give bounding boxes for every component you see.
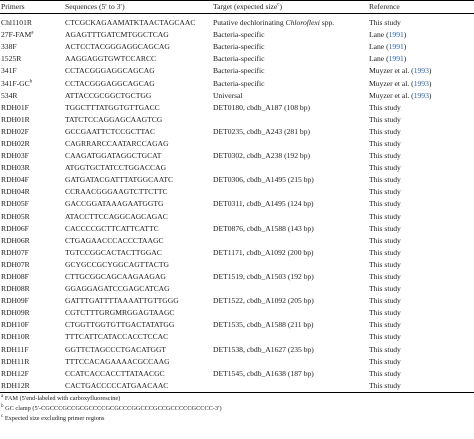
primer-reference: [369, 344, 474, 356]
primer-target: [213, 174, 369, 186]
primer-label: RDH10F: [1, 320, 29, 330]
footnote-mark: c: [1, 413, 4, 419]
primer-reference: [369, 138, 474, 150]
primer-reference: [369, 259, 474, 271]
reference-text: This study: [369, 175, 401, 185]
target-text: DET1522, cbdb_A1092 (205 bp): [213, 296, 314, 306]
target-text: DET1538, cbdb_A1627 (235 bp): [213, 344, 314, 354]
primer-target: [213, 368, 369, 380]
header-target-sup: c: [277, 2, 280, 8]
table-row: [0, 90, 474, 102]
primer-reference: [369, 29, 474, 41]
primer-reference: [369, 198, 474, 210]
primer-target: [213, 90, 369, 102]
table-row: [0, 368, 474, 380]
table-row: [0, 126, 474, 138]
primer-name: [0, 174, 65, 186]
table-row: [0, 235, 474, 247]
primer-sequence: CCTACGGGAGGCAGCAG: [65, 78, 155, 88]
primer-name: [0, 223, 65, 235]
header-primers: Primers: [0, 1, 65, 14]
primer-target: [213, 259, 369, 271]
primer-target: [213, 211, 369, 223]
primer-sequence: CTGGTTGGTGTTGACTATATGG: [65, 320, 175, 330]
primer-sequence: ATTACCGCGGCTGCTGG: [65, 90, 152, 100]
primer-footnote-mark: b: [29, 78, 33, 84]
reference-tail: ): [428, 66, 432, 76]
primer-name: [0, 186, 65, 198]
primer-name: [0, 307, 65, 319]
table-row: [0, 138, 474, 150]
table-row: [0, 331, 474, 343]
primer-name: [0, 102, 65, 114]
reference-text: This study: [369, 308, 401, 318]
primer-sequence: CCRAACGGGAAGTCTTCTTC: [65, 187, 168, 197]
footnote: [1, 394, 471, 404]
primer-label: RDH02F: [1, 126, 29, 136]
primer-sequence: CGTCTTTGRGMRGGAGTAAGC: [65, 308, 175, 318]
table-row: [0, 211, 474, 223]
reference-text: This study: [369, 332, 401, 342]
primer-name: [0, 126, 65, 138]
reference-text: Lane (: [369, 42, 389, 52]
primer-name: [0, 235, 65, 247]
target-text: DET0235, cbdb_A243 (281 bp): [213, 126, 311, 136]
primer-sequence: CACCCCGCTTCATTCATTC: [65, 223, 159, 233]
primer-sequence: CTCGCKAGAAMATKTAACTAGCAAC: [65, 18, 196, 28]
primer-sequence: CACTGACCCCCATGAACAAC: [65, 380, 213, 393]
footnote-text: FAM (5′end-labeled with carboxyfluorescine): [4, 395, 121, 402]
primer-sequence: ACTCCTACGGGAGGCAGCAG: [65, 42, 170, 52]
primer-label: RDH06R: [1, 235, 30, 245]
primer-label: RDH04R: [1, 187, 30, 197]
reference-year-link[interactable]: 1993: [413, 66, 429, 76]
table-row: [0, 41, 474, 53]
primer-target: [213, 138, 369, 150]
reference-text: This study: [369, 247, 401, 257]
table-row: [0, 17, 474, 29]
primer-sequence: TGTCCGGCACTACTTGGAC: [65, 247, 162, 257]
primer-label: RDH08F: [1, 272, 29, 282]
target-text: Bacteria-specific: [213, 66, 265, 76]
primer-name: [0, 271, 65, 283]
target-text: DET0311, cbdb_A1495 (124 bp): [213, 199, 314, 209]
primer-reference: [369, 174, 474, 186]
table-row: [0, 380, 474, 393]
primer-sequence: AGAGTTTGATCMTGGCTCAG: [65, 30, 169, 40]
primer-reference: [369, 186, 474, 198]
primer-reference: [369, 90, 474, 102]
primer-sequence: TTTCATTCATACCACCTCCAC: [65, 332, 169, 342]
table-row: [0, 65, 474, 77]
primer-target: [213, 331, 369, 343]
reference-text: This study: [369, 199, 401, 209]
reference-text: This study: [369, 187, 401, 197]
primer-name: [0, 283, 65, 295]
reference-year-link[interactable]: 1991: [388, 54, 404, 64]
reference-text: This study: [369, 344, 401, 354]
primer-reference: [369, 102, 474, 114]
primer-target: [213, 162, 369, 174]
primer-label: RDH11R: [1, 356, 30, 366]
primer-reference: [369, 380, 474, 393]
primer-label: Chl1101R: [1, 18, 32, 28]
reference-text: This study: [369, 356, 401, 366]
primer-name: [0, 138, 65, 150]
primer-target: [213, 271, 369, 283]
primer-name: [0, 344, 65, 356]
primer-reference: [369, 295, 474, 307]
target-text: Bacteria-specific: [213, 54, 265, 64]
table-row: [0, 174, 474, 186]
target-text: DET1171, cbdb_A1092 (200 bp): [213, 247, 314, 257]
table-row: [0, 223, 474, 235]
primer-label: RDH03R: [1, 163, 30, 173]
primer-name: [0, 211, 65, 223]
primer-sequence: CAAGATGGATAGGCTGCAT: [65, 151, 162, 161]
header-sequences: Sequences (5′ to 3′): [65, 1, 213, 14]
footnote: [1, 414, 471, 424]
reference-tail: ): [428, 90, 432, 100]
header-row: [0, 1, 474, 14]
primer-reference: [369, 17, 474, 29]
primer-reference: [369, 307, 474, 319]
reference-text: This study: [369, 18, 401, 28]
reference-year-link[interactable]: 1993: [413, 90, 429, 100]
primer-target: [213, 198, 369, 210]
primer-name: [0, 319, 65, 331]
table-row: [0, 114, 474, 126]
table-row: [0, 356, 474, 368]
table-row: [0, 247, 474, 259]
primer-target: [213, 356, 369, 368]
primer-name: [0, 65, 65, 77]
target-text: DET0306, cbdb_A1495 (215 bp): [213, 175, 314, 185]
reference-year-link[interactable]: 1993: [413, 78, 429, 88]
primer-footnote-mark: a: [31, 30, 34, 36]
primer-target: [213, 126, 369, 138]
primer-label: RDH07F: [1, 247, 29, 257]
primer-reference: [369, 53, 474, 65]
primer-target: [213, 319, 369, 331]
primer-sequence: GATTTGATTTTAAAATTGTTGGG: [65, 296, 179, 306]
primer-target: [213, 41, 369, 53]
primer-label: RDH05F: [1, 199, 29, 209]
primer-sequence: GCCGAATTCTCCGCTTAC: [65, 126, 156, 136]
primer-reference: [369, 283, 474, 295]
reference-text: This study: [369, 102, 401, 112]
reference-text: This study: [369, 368, 401, 378]
primer-reference: [369, 331, 474, 343]
reference-text: Muyzer et al. (: [369, 66, 414, 76]
primer-reference: [369, 247, 474, 259]
primer-reference: [369, 65, 474, 77]
header-reference: Reference: [369, 1, 474, 14]
primer-label: RDH08R: [1, 284, 30, 294]
table-row: [0, 102, 474, 114]
target-text: DET1535, cbdb_A1588 (211 bp): [213, 320, 314, 330]
primer-reference: [369, 162, 474, 174]
primer-label: RDH07R: [1, 259, 30, 269]
primer-sequence: GGTTCTAGCCCTGACATGGT: [65, 344, 167, 354]
primer-label: RDH11F: [1, 344, 29, 354]
primer-sequence: TGGCTTTATGGTGTTGACC: [65, 102, 160, 112]
primer-target: [213, 344, 369, 356]
primer-reference: [369, 235, 474, 247]
primer-name: [0, 356, 65, 368]
reference-text: This study: [369, 284, 401, 294]
primer-sequence: CCTACGGGAGGCAGCAG: [65, 66, 155, 76]
primer-target: [213, 247, 369, 259]
primer-label: 1525R: [1, 54, 22, 64]
primer-reference: [369, 368, 474, 380]
primer-target: [213, 53, 369, 65]
primer-sequence: CCATCACCACCTTATAACGC: [65, 368, 165, 378]
primer-label: RDH01F: [1, 102, 29, 112]
primer-reference: [369, 126, 474, 138]
primer-target: [213, 223, 369, 235]
reference-text: Lane (: [369, 54, 389, 64]
header-target-tail: ): [279, 2, 283, 11]
primer-name: [0, 380, 65, 393]
table-row: [0, 283, 474, 295]
primer-label: RDH05R: [1, 211, 30, 221]
primer-target: [213, 102, 369, 114]
primer-name: [0, 90, 65, 102]
primer-target: [213, 186, 369, 198]
primer-label: 27F-FAM: [1, 30, 32, 40]
reference-text: This study: [369, 138, 401, 148]
primer-reference: [369, 114, 474, 126]
primer-sequence: ATGGTGCTATCCTGGACCAG: [65, 163, 167, 173]
footnote-text: GC clamp (5′-CGCCCGCCGCGCCCCGCGCCCGGCCCGCCGCCCCCGCCCC-3′): [5, 405, 222, 412]
primer-name: [0, 41, 65, 53]
primer-name: [0, 331, 65, 343]
target-text: Bacteria-specific: [213, 42, 265, 52]
primer-label: 338F: [1, 42, 17, 52]
table-row: [0, 198, 474, 210]
footnotes: [1, 394, 471, 424]
table-row: [0, 29, 474, 41]
reference-text: This study: [369, 126, 401, 136]
primer-name: [0, 247, 65, 259]
primer-sequence: GACCGGATAAAGAATGGTG: [65, 199, 164, 209]
reference-text: This study: [369, 211, 401, 221]
primer-sequence: CTGAGAACCCACCCTAAGC: [65, 235, 164, 245]
primer-name: [0, 114, 65, 126]
primer-label: 341F: [1, 66, 17, 76]
primer-reference: [369, 77, 474, 89]
primer-reference: [369, 150, 474, 162]
target-text: Putative dechlorinating: [213, 18, 286, 28]
reference-text: This study: [369, 235, 401, 245]
reference-text: This study: [369, 259, 401, 269]
primer-label: RDH01R: [1, 114, 30, 124]
reference-tail: ): [428, 78, 432, 88]
reference-text: This study: [369, 114, 401, 124]
primer-name: [0, 295, 65, 307]
target-text: DET0180, cbdb_A187 (108 bp): [213, 102, 311, 112]
primer-target: [213, 307, 369, 319]
primer-label: RDH06F: [1, 223, 29, 233]
primer-name: [0, 77, 65, 89]
footnote: [1, 404, 471, 414]
primer-name: [0, 198, 65, 210]
primer-label: RDH09F: [1, 296, 29, 306]
reference-tail: ): [403, 42, 407, 52]
primer-sequence: CAGRRARCCAATARCCAGAG: [65, 138, 169, 148]
primer-name: [0, 29, 65, 41]
primer-sequence: AAGGAGGTGWTCCARCC: [65, 54, 157, 64]
primer-sequence: TTTCCACAGAAAACGCCAAG: [65, 356, 170, 366]
target-tail: spp.: [319, 18, 335, 28]
header-target-text: Target (expected size: [213, 2, 278, 11]
primer-reference: [369, 223, 474, 235]
primer-name: [0, 53, 65, 65]
primer-label: RDH12R: [1, 380, 30, 390]
footnote-mark: b: [1, 403, 4, 409]
reference-text: Lane (: [369, 30, 389, 40]
primer-name: [0, 17, 65, 29]
reference-text: Muyzer et al. (: [369, 90, 414, 100]
table-row: [0, 53, 474, 65]
primer-target: [213, 235, 369, 247]
primer-reference: [369, 319, 474, 331]
primer-target: [213, 380, 369, 393]
primer-reference: [369, 41, 474, 53]
table-row: [0, 150, 474, 162]
primer-label: RDH12F: [1, 368, 29, 378]
target-text: Bacteria-specific: [213, 30, 265, 40]
primer-sequence: TATCTCCAGGAGCAAGTCG: [65, 114, 163, 124]
primer-sequence: GATGATACGATTTATGGCAATC: [65, 175, 174, 185]
reference-text: This study: [369, 163, 401, 173]
primer-label: 341F-GC: [1, 78, 30, 88]
header-target: [213, 1, 369, 14]
primer-target: [213, 65, 369, 77]
primer-target: [213, 114, 369, 126]
reference-text: This study: [369, 223, 401, 233]
reference-text: This study: [369, 151, 401, 161]
primer-sequence: GCYGCCGCYGGCAGTTACTG: [65, 259, 170, 269]
primer-reference: [369, 356, 474, 368]
table-row: [0, 344, 474, 356]
target-text: DET1545, cbdb_A1638 (187 bp): [213, 368, 314, 378]
target-text: DET0876, cbdb_A1588 (143 bp): [213, 223, 314, 233]
primer-name: [0, 162, 65, 174]
primer-sequence: GGAGGAGATCCGAGCATCAG: [65, 284, 170, 294]
primer-sequence: ATACCTTCCAGGCAGCAGAC: [65, 211, 168, 221]
primer-target: [213, 29, 369, 41]
reference-text: This study: [369, 380, 401, 390]
table-row: [0, 162, 474, 174]
primer-target: [213, 77, 369, 89]
primer-target: [213, 17, 369, 29]
reference-text: This study: [369, 320, 401, 330]
primer-target: [213, 150, 369, 162]
primer-label: RDH09R: [1, 308, 30, 318]
primer-label: RDH10R: [1, 332, 30, 342]
reference-text: This study: [369, 272, 401, 282]
table-row: [0, 271, 474, 283]
table-row: [0, 319, 474, 331]
primer-label: RDH02R: [1, 138, 30, 148]
table-row: [0, 77, 474, 89]
table-body: [0, 17, 474, 392]
footnote-mark: a: [1, 393, 4, 399]
primer-label: 534R: [1, 90, 18, 100]
primer-name: [0, 368, 65, 380]
primer-label: RDH04F: [1, 175, 29, 185]
table-row: [0, 295, 474, 307]
target-text: DET0302, cbdb_A238 (192 bp): [213, 151, 311, 161]
primer-label: RDH03F: [1, 151, 29, 161]
footnote-text: Expected size excluding primer regions: [4, 415, 105, 422]
target-text: Universal: [213, 90, 243, 100]
primer-target: [213, 283, 369, 295]
reference-year-link[interactable]: 1991: [388, 30, 404, 40]
primer-target: [213, 295, 369, 307]
reference-tail: ): [403, 30, 407, 40]
target-italic: Chloroflexi: [285, 18, 320, 28]
table-row: [0, 307, 474, 319]
target-text: Bacteria-specific: [213, 78, 265, 88]
primer-name: [0, 150, 65, 162]
table-row: [0, 259, 474, 271]
primer-name: [0, 259, 65, 271]
reference-year-link[interactable]: 1991: [388, 42, 404, 52]
reference-text: Muyzer et al. (: [369, 78, 414, 88]
reference-tail: ): [403, 54, 407, 64]
primer-reference: [369, 211, 474, 223]
primer-reference: [369, 271, 474, 283]
primer-sequence: CTTGCGGCAGCAAGAAGAG: [65, 272, 166, 282]
table-row: [0, 186, 474, 198]
reference-text: This study: [369, 296, 401, 306]
target-text: DET1519, cbdb_A1503 (192 bp): [213, 272, 314, 282]
